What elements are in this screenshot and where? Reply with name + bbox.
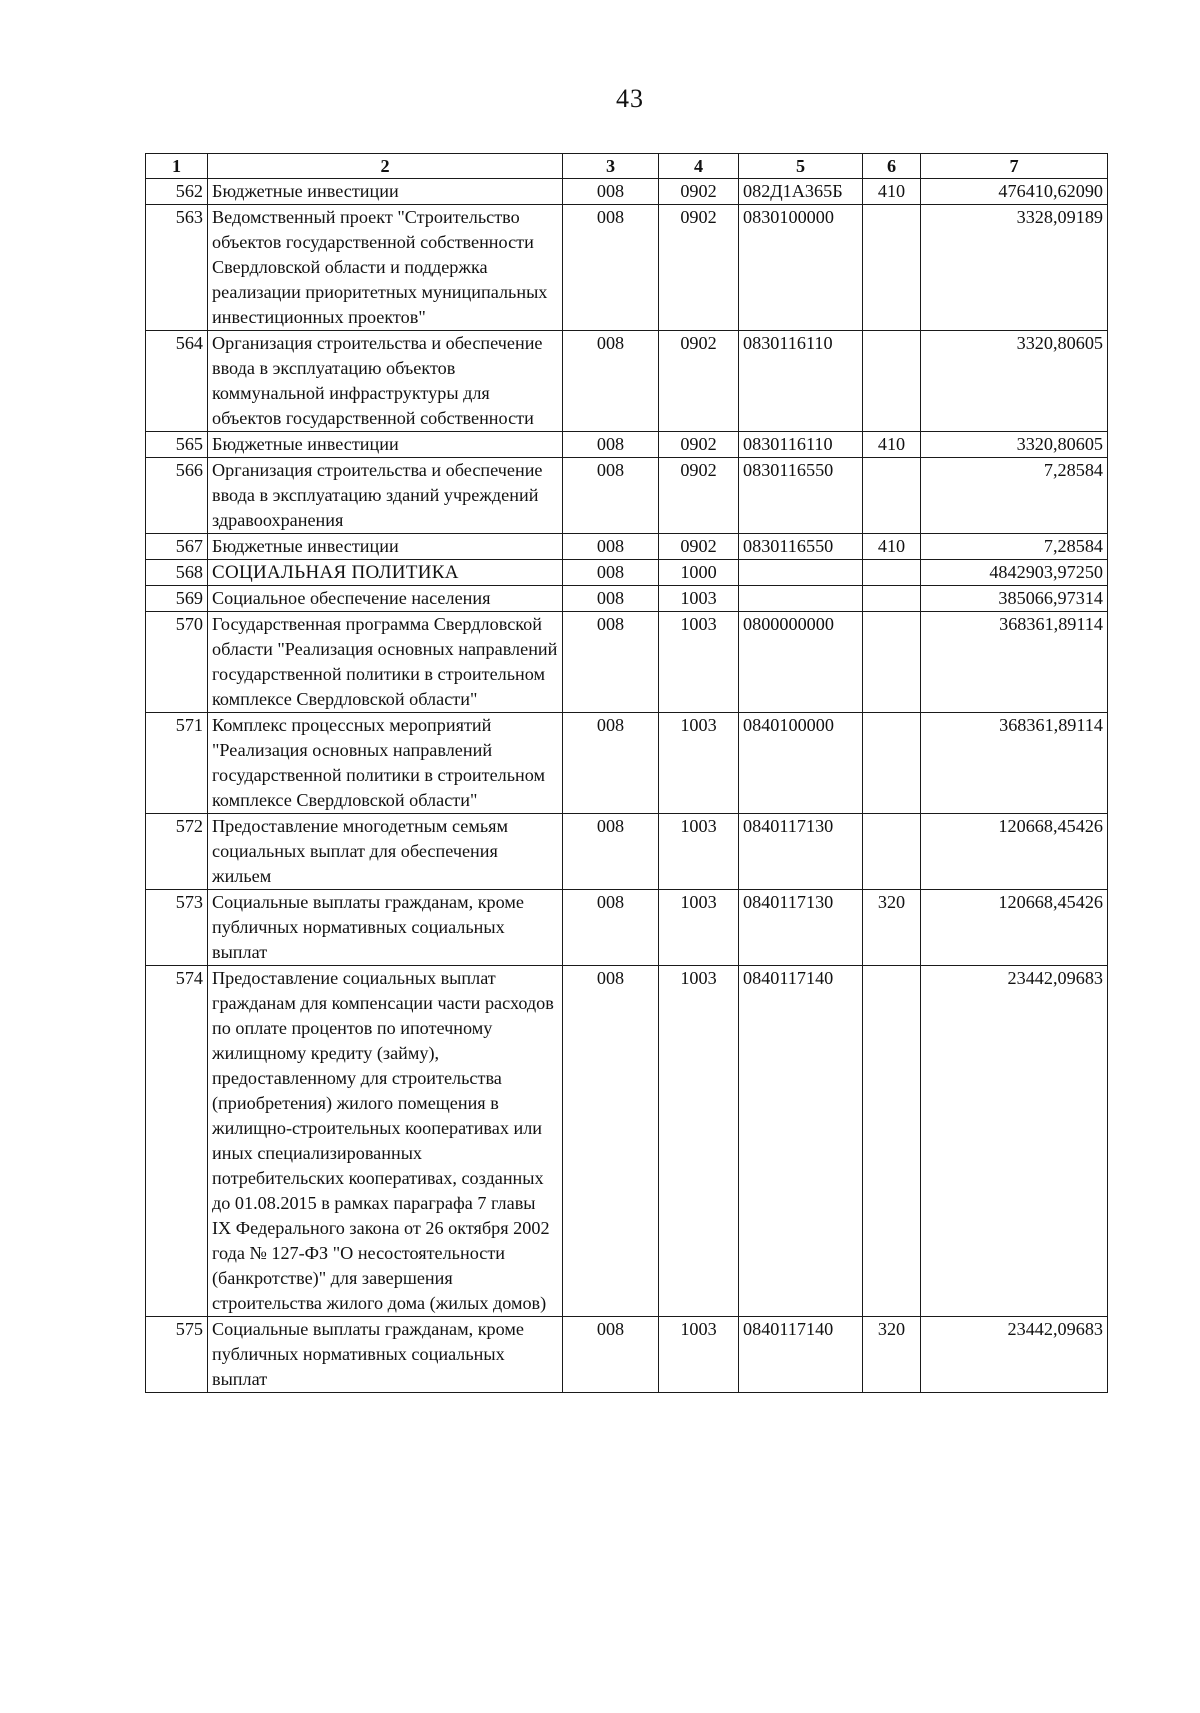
amount-cell: 120668,45426: [921, 890, 1108, 966]
amount-cell: 23442,09683: [921, 966, 1108, 1317]
row-number-cell: 568: [146, 560, 208, 586]
ministry-code-cell: 008: [563, 586, 659, 612]
expense-type-cell: [863, 814, 921, 890]
amount-cell: 7,28584: [921, 458, 1108, 534]
row-number-cell: 565: [146, 432, 208, 458]
row-name-cell: Комплекс процессных мероприятий "Реализация основных направлений государственной политики в строительном комплексе Свердловской области": [208, 713, 563, 814]
amount-cell: 368361,89114: [921, 612, 1108, 713]
amount-cell: 3320,80605: [921, 331, 1108, 432]
column-header: 5: [739, 154, 863, 179]
expense-type-cell: [863, 560, 921, 586]
target-article-cell: 0840100000: [739, 713, 863, 814]
table-row: [146, 713, 1108, 814]
ministry-code-cell: 008: [563, 1317, 659, 1393]
section-code-cell: 0902: [659, 331, 739, 432]
header-row: [146, 154, 1108, 179]
column-header: 2: [208, 154, 563, 179]
expense-type-cell: [863, 713, 921, 814]
expense-type-cell: [863, 612, 921, 713]
amount-cell: 476410,62090: [921, 179, 1108, 205]
amount-cell: 23442,09683: [921, 1317, 1108, 1393]
ministry-code-cell: 008: [563, 458, 659, 534]
ministry-code-cell: 008: [563, 814, 659, 890]
amount-cell: 4842903,97250: [921, 560, 1108, 586]
table-row: [146, 966, 1108, 1317]
row-number-cell: 562: [146, 179, 208, 205]
section-code-cell: 1003: [659, 612, 739, 713]
row-number-cell: 564: [146, 331, 208, 432]
target-article-cell: 0830116550: [739, 458, 863, 534]
section-code-cell: 1003: [659, 1317, 739, 1393]
row-name-cell: Ведомственный проект "Строительство объектов государственной собственности Свердловской области и поддержка реализации приоритетных муниципальных инвестиционных проектов": [208, 205, 563, 331]
target-article-cell: [739, 586, 863, 612]
row-name-cell: Социальные выплаты гражданам, кроме публичных нормативных социальных выплат: [208, 890, 563, 966]
section-code-cell: 1003: [659, 586, 739, 612]
section-code-cell: 0902: [659, 458, 739, 534]
row-name-cell: Организация строительства и обеспечение ввода в эксплуатацию объектов коммунальной инфраструктуры для объектов государственной собственности: [208, 331, 563, 432]
expense-type-cell: 410: [863, 432, 921, 458]
row-name-cell: Бюджетные инвестиции: [208, 432, 563, 458]
table-row: [146, 586, 1108, 612]
column-header: 7: [921, 154, 1108, 179]
amount-cell: 3328,09189: [921, 205, 1108, 331]
amount-cell: 385066,97314: [921, 586, 1108, 612]
table-row: [146, 179, 1108, 205]
row-name-cell: Государственная программа Свердловской области "Реализация основных направлений государственной политики в строительном комплексе Свердловской области": [208, 612, 563, 713]
row-number-cell: 563: [146, 205, 208, 331]
amount-cell: 7,28584: [921, 534, 1108, 560]
target-article-cell: 0840117130: [739, 814, 863, 890]
row-number-cell: 567: [146, 534, 208, 560]
table-body: [146, 179, 1108, 1393]
section-code-cell: 0902: [659, 205, 739, 331]
target-article-cell: 0800000000: [739, 612, 863, 713]
row-number-cell: 574: [146, 966, 208, 1317]
expense-type-cell: 320: [863, 1317, 921, 1393]
section-code-cell: 1000: [659, 560, 739, 586]
ministry-code-cell: 008: [563, 205, 659, 331]
table-row: [146, 534, 1108, 560]
row-name-cell: Предоставление социальных выплат гражданам для компенсации части расходов по оплате процентов по ипотечному жилищному кредиту (займу), предоставленному для строительства (приобретения) жилого помещения в жилищно-строительных кооперативах или иных специализированных потребительских кооперативах, созданных до 01.08.2015 в рамках параграфа 7 главы IX Федерального закона от 26 октября 2002 года № 127-ФЗ "О несостоятельности (банкротстве)" для завершения строительства жилого дома (жилых домов): [208, 966, 563, 1317]
budget-table: [145, 153, 1108, 1393]
row-number-cell: 573: [146, 890, 208, 966]
ministry-code-cell: 008: [563, 890, 659, 966]
row-name-cell: Организация строительства и обеспечение ввода в эксплуатацию зданий учреждений здравоохранения: [208, 458, 563, 534]
ministry-code-cell: 008: [563, 534, 659, 560]
section-code-cell: 0902: [659, 534, 739, 560]
target-article-cell: 0840117130: [739, 890, 863, 966]
expense-type-cell: [863, 205, 921, 331]
table-row: [146, 890, 1108, 966]
table-row: [146, 331, 1108, 432]
table-row: [146, 1317, 1108, 1393]
target-article-cell: 0830116110: [739, 432, 863, 458]
row-name-cell: Бюджетные инвестиции: [208, 534, 563, 560]
row-name-cell: Социальное обеспечение населения: [208, 586, 563, 612]
ministry-code-cell: 008: [563, 179, 659, 205]
row-number-cell: 566: [146, 458, 208, 534]
row-name-cell: Предоставление многодетным семьям социальных выплат для обеспечения жильем: [208, 814, 563, 890]
row-number-cell: 575: [146, 1317, 208, 1393]
table-row: [146, 458, 1108, 534]
row-name-cell: Социальные выплаты гражданам, кроме публичных нормативных социальных выплат: [208, 1317, 563, 1393]
expense-type-cell: 410: [863, 534, 921, 560]
target-article-cell: 0830116550: [739, 534, 863, 560]
column-header: 1: [146, 154, 208, 179]
section-code-cell: 1003: [659, 966, 739, 1317]
expense-type-cell: [863, 586, 921, 612]
expense-type-cell: [863, 966, 921, 1317]
section-code-cell: 1003: [659, 890, 739, 966]
page-number: 43: [616, 84, 644, 113]
target-article-cell: [739, 560, 863, 586]
table-row: [146, 205, 1108, 331]
row-number-cell: 569: [146, 586, 208, 612]
target-article-cell: 0830100000: [739, 205, 863, 331]
amount-cell: 368361,89114: [921, 713, 1108, 814]
section-code-cell: 1003: [659, 713, 739, 814]
row-number-cell: 570: [146, 612, 208, 713]
ministry-code-cell: 008: [563, 966, 659, 1317]
section-code-cell: 0902: [659, 432, 739, 458]
column-header: 6: [863, 154, 921, 179]
amount-cell: 120668,45426: [921, 814, 1108, 890]
target-article-cell: 0830116110: [739, 331, 863, 432]
column-header: 3: [563, 154, 659, 179]
expense-type-cell: 410: [863, 179, 921, 205]
table-row: [146, 432, 1108, 458]
target-article-cell: 0840117140: [739, 1317, 863, 1393]
ministry-code-cell: 008: [563, 331, 659, 432]
expense-type-cell: [863, 458, 921, 534]
target-article-cell: 0840117140: [739, 966, 863, 1317]
row-name-cell: Бюджетные инвестиции: [208, 179, 563, 205]
amount-cell: 3320,80605: [921, 432, 1108, 458]
ministry-code-cell: 008: [563, 432, 659, 458]
expense-type-cell: [863, 331, 921, 432]
table-row: [146, 612, 1108, 713]
row-number-cell: 571: [146, 713, 208, 814]
ministry-code-cell: 008: [563, 612, 659, 713]
table-row: [146, 814, 1108, 890]
row-number-cell: 572: [146, 814, 208, 890]
table-row: [146, 560, 1108, 586]
section-code-cell: 1003: [659, 814, 739, 890]
row-name-cell: СОЦИАЛЬНАЯ ПОЛИТИКА: [208, 560, 563, 586]
ministry-code-cell: 008: [563, 560, 659, 586]
expense-type-cell: 320: [863, 890, 921, 966]
section-code-cell: 0902: [659, 179, 739, 205]
column-header: 4: [659, 154, 739, 179]
ministry-code-cell: 008: [563, 713, 659, 814]
target-article-cell: 082Д1А365Б: [739, 179, 863, 205]
